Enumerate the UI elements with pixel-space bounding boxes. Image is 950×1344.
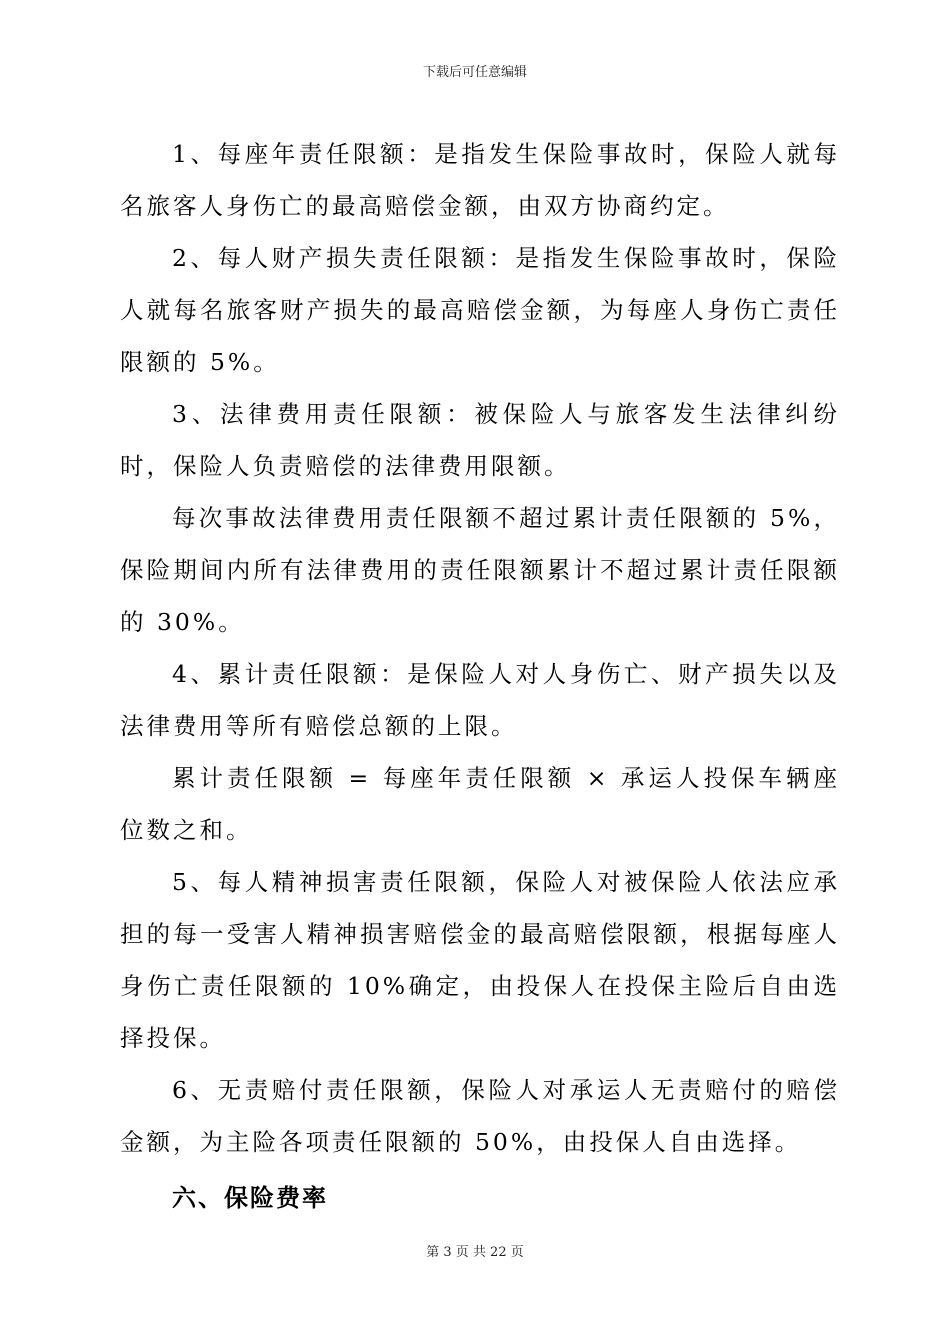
- section-heading-premium-rate: 六、保险费率: [172, 1183, 328, 1212]
- page-header-note: 下载后可任意编辑: [422, 65, 527, 80]
- paragraph-legal-fee-limit: 3、法律费用责任限额：被保险人与旅客发生法律纠纷时，保险人负责赔偿的法律费用限额。: [120, 400, 840, 480]
- paragraph-cumulative-formula: 累计责任限额 = 每座年责任限额 × 承运人投保车辆座位数之和。: [120, 764, 840, 844]
- paragraph-no-fault-limit: 6、无责赔付责任限额，保险人对承运人无责赔付的赔偿金额，为主险各项责任限额的 50%，由投保人自由选择。: [120, 1076, 840, 1156]
- paragraph-seat-annual-limit: 1、每座年责任限额：是指发生保险事故时，保险人就每名旅客人身伤亡的最高赔偿金额，由双方协商约定。: [120, 140, 840, 220]
- page-footer-page-number: 第 3 页 共 22 页: [426, 1245, 524, 1260]
- document-body: [120, 128, 840, 1224]
- paragraph-mental-damage-limit: 5、每人精神损害责任限额，保险人对被保险人依法应承担的每一受害人精神损害赔偿金的最高赔偿限额，根据每座人身伤亡责任限额的 10%确定，由投保人在投保主险后自由选择投保。: [120, 868, 840, 1052]
- paragraph-legal-fee-cap: 每次事故法律费用责任限额不超过累计责任限额的 5%，保险期间内所有法律费用的责任限额累计不超过累计责任限额的 30%。: [120, 504, 840, 636]
- paragraph-cumulative-limit: 4、累计责任限额：是保险人对人身伤亡、财产损失以及法律费用等所有赔偿总额的上限。: [120, 660, 840, 740]
- paragraph-property-loss-limit: 2、每人财产损失责任限额：是指发生保险事故时，保险人就每名旅客财产损失的最高赔偿金额，为每座人身伤亡责任限额的 5%。: [120, 244, 840, 376]
